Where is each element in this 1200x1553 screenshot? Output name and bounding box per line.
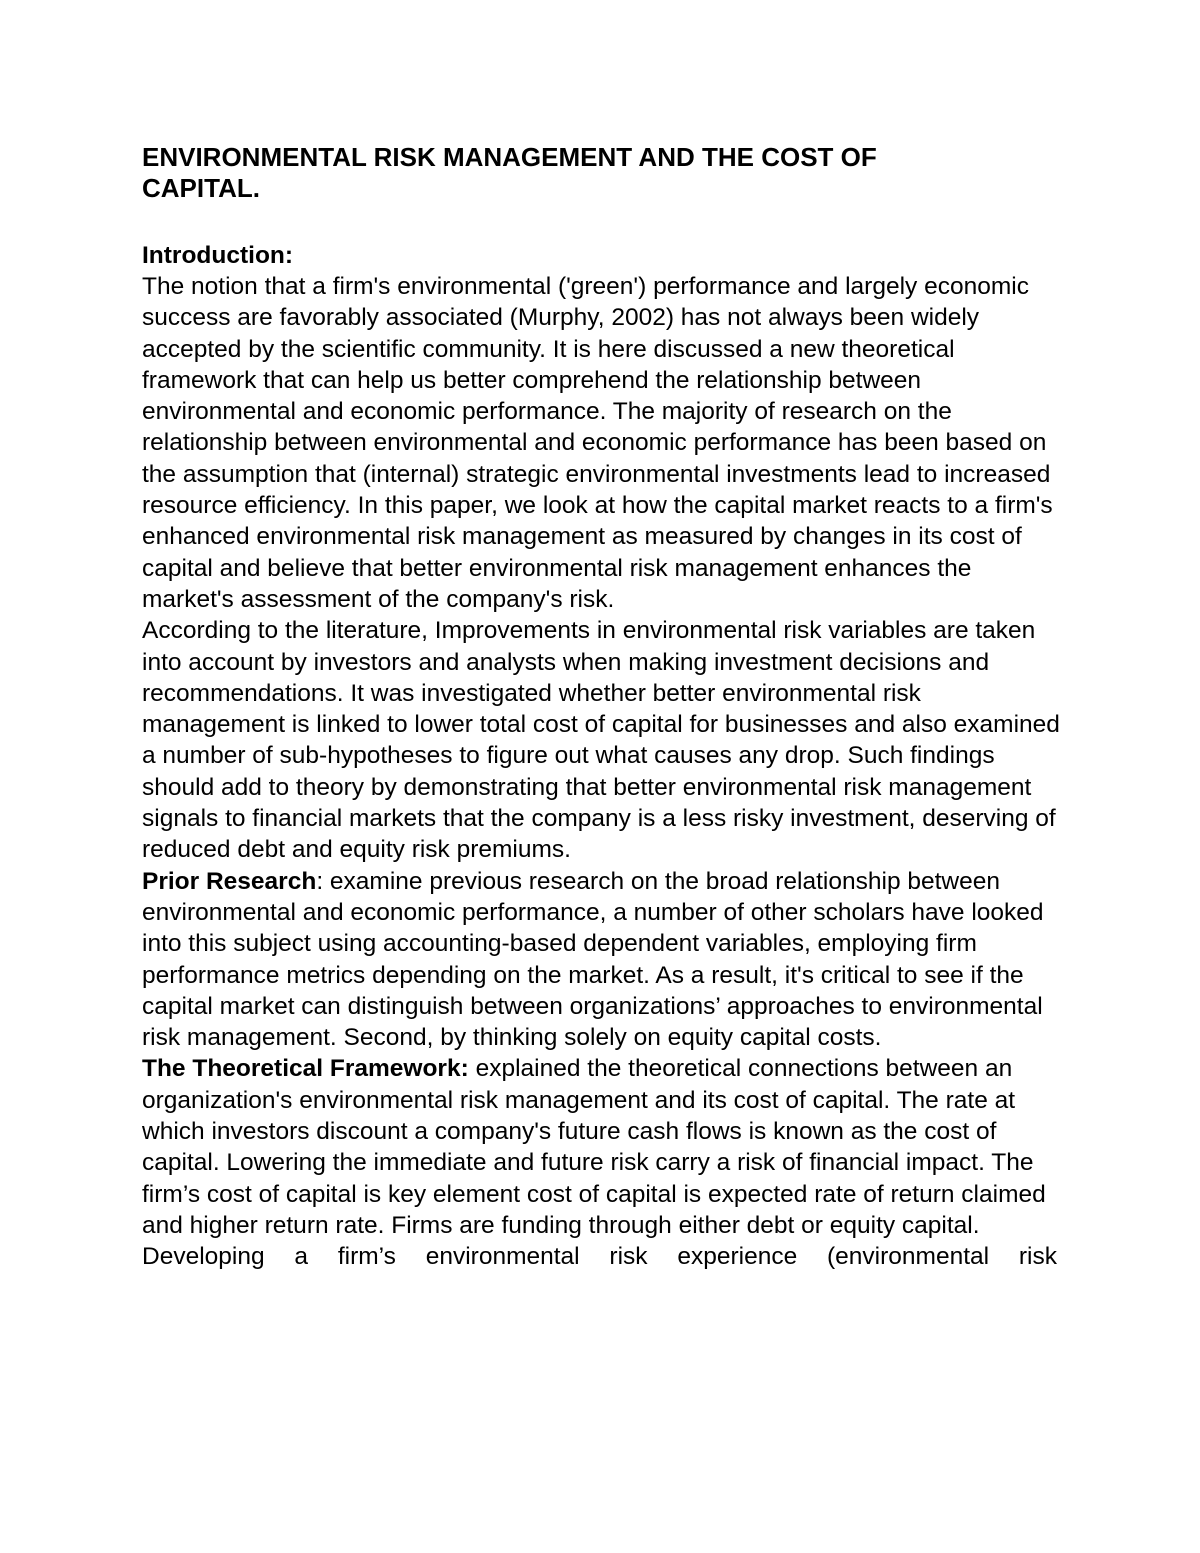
document-title: ENVIRONMENTAL RISK MANAGEMENT AND THE COST OF CAPITAL. — [142, 142, 877, 203]
theoretical-framework-paragraph — [142, 1053, 1062, 1241]
developing-paragraph-fragment: Developing a firm’s environmental risk experience (environmental risk — [142, 1243, 1057, 1271]
prior-research-label: Prior Research — [142, 867, 317, 895]
introduction-heading: Introduction: — [142, 242, 294, 269]
theoretical-framework-label: The Theoretical Framework: — [142, 1055, 469, 1083]
theoretical-framework-text: explained the theoretical connections between an organization's environmental risk management and its cost of capital. The rate at which investors discount a company's future cash flows is known as the cost of capital. Lowering the immediate and future risk carry a risk of financial impact. The firm’s cost of capital is key element cost of capital is expected rate of return claimed and higher return rate. Firms are funding through either debt or equity capital. — [142, 1055, 1046, 1239]
document-page — [142, 142, 1062, 1273]
prior-research-text: : examine previous research on the broad relationship between environmental and economic performance, a number of other scholars have looked into this subject using accounting-based dependent variables, employing firm performance metrics depending on the market. As a result, it's critical to see if the capital market can distinguish between organizations’ approaches to environmental risk management. Second, by thinking solely on equity capital costs. — [142, 867, 1044, 1052]
prior-research-paragraph — [142, 866, 1062, 1054]
literature-paragraph: According to the literature, Improvements in environmental risk variables are taken into account by investors and analysts when making investment decisions and recommendations. It was investigated whether better environmental risk management is linked to lower total cost of capital for businesses and also examined a number of sub-hypotheses to figure out what causes any drop. Such findings should add to theory by demonstrating that better environmental risk management signals to financial markets that the company is a less risky investment, deserving of reduced debt and equity risk premiums. — [142, 617, 1060, 864]
introduction-paragraph: The notion that a firm's environmental ('green') performance and largely economic success are favorably associated (Murphy, 2002) has not always been widely accepted by the scientific community. It is here discussed a new theoretical framework that can help us better comprehend the relationship between environmental and economic performance. The majority of research on the relationship between environmental and economic performance has been based on the assumption that (internal) strategic environmental investments lead to increased resource efficiency. In this paper, we look at how the capital market reacts to a firm's enhanced environmental risk management as measured by changes in its cost of capital and believe that better environmental risk management enhances the market's assessment of the company's risk. — [142, 273, 1053, 613]
